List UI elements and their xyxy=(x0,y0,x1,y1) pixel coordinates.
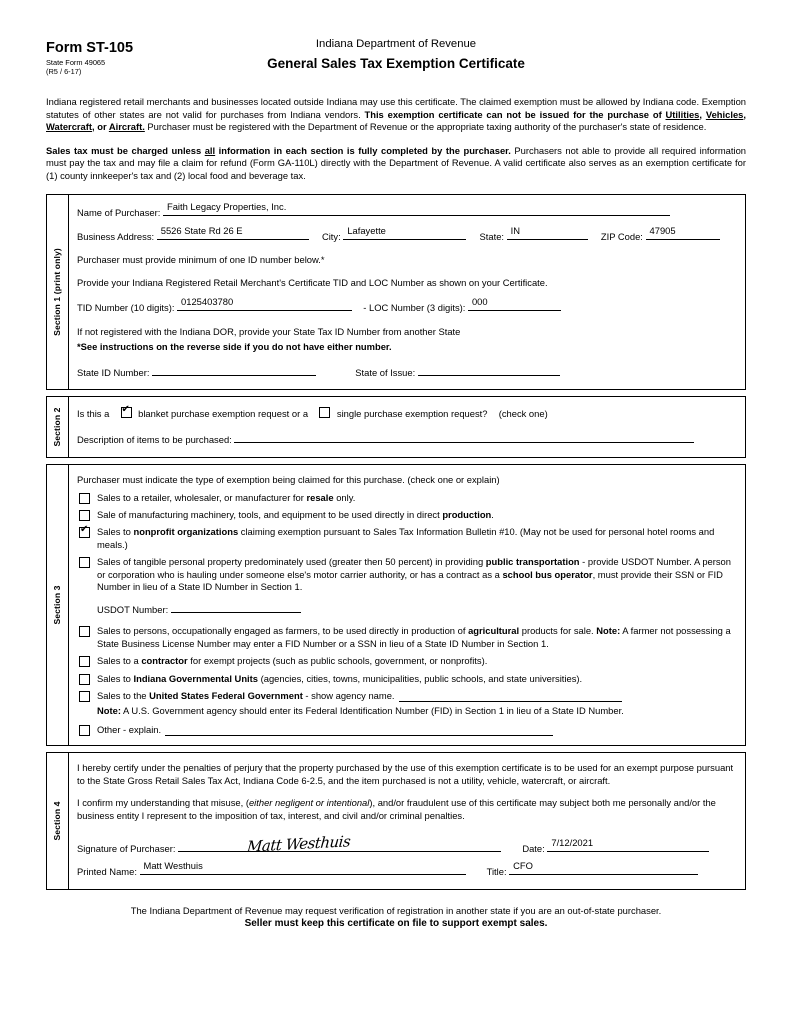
section-2-tab-label: Section 2 xyxy=(52,407,62,447)
exemption-option-nonprofit-checkbox[interactable] xyxy=(79,527,90,538)
signature-row xyxy=(77,833,737,855)
section-1-tab-label: Section 1 (print only) xyxy=(52,247,62,336)
blanket-purchase-checkbox[interactable] xyxy=(121,407,132,418)
printed-name-input[interactable] xyxy=(140,859,466,875)
misuse-italic: either negligent or intentional xyxy=(248,797,370,809)
exemption-type-row xyxy=(77,406,737,421)
single-purchase-label: single purchase exemption request? xyxy=(336,407,488,419)
intro-p1-a: Indiana registered retail merchants and businesses located outside Indiana may use this certificate. The claimed exemption must be allowed by Indiana code. Exemption statutes of other states are not valid for purchases from Indiana vendors. xyxy=(46,96,746,120)
page-title: General Sales Tax Exemption Certificate xyxy=(267,56,525,71)
blanket-purchase-label: blanket purchase exemption request or a xyxy=(138,407,309,419)
footer-line-1: The Indiana Department of Revenue may request verification of registration in another state if you are an out-of-state purchaser. xyxy=(130,904,662,916)
intro-p2-b: information in each section is fully completed by the purchaser. xyxy=(215,144,511,156)
exemption-option-other-checkbox[interactable] xyxy=(79,725,90,736)
exemption-option-other-label: Other - explain. xyxy=(97,724,553,735)
tid-input[interactable] xyxy=(177,295,352,311)
misuse-paragraph xyxy=(77,797,737,822)
is-this-a-label: Is this a xyxy=(77,407,110,419)
exemption-option-indiana-gov[interactable] xyxy=(77,673,737,685)
intro-text xyxy=(46,96,746,183)
date-input[interactable] xyxy=(547,833,709,852)
exemption-option-indiana-gov-checkbox[interactable] xyxy=(79,674,90,685)
section-1 xyxy=(46,194,746,390)
federal-gov-note-label: Note: xyxy=(97,705,121,717)
document-footer xyxy=(46,904,746,930)
section-3 xyxy=(46,464,746,747)
intro-p1-utilities: Utilities xyxy=(665,108,700,120)
printed-name-label: Printed Name: xyxy=(77,865,137,877)
exemption-option-public-transportation-label: Sales of tangible personal property predominately used (greater then 50 percent) in providing public transportation - provide USDOT Number. A person or corporation who is hauling under someone else's motor carrier authority, or has a contract as a school bus operator, must provide their SSN or FID Number in lieu of a State ID Number in Section 1. xyxy=(97,556,731,592)
exemption-option-public-transportation-checkbox[interactable] xyxy=(79,557,90,568)
check-one-note: (check one) xyxy=(498,407,548,419)
state-issue-label: State of Issue: xyxy=(355,366,416,378)
signature-label: Signature of Purchaser: xyxy=(77,842,176,854)
exemption-option-resale[interactable] xyxy=(77,492,737,504)
federal-gov-note-body: A U.S. Government agency should enter its Federal Identification Number (FID) in Section 1 in lieu of a State ID Number. xyxy=(120,705,624,717)
not-registered-note: If not registered with the Indiana DOR, provide your State Tax ID Number from another State xyxy=(77,325,461,337)
exemption-option-resale-checkbox[interactable] xyxy=(79,493,90,504)
intro-p1-vehicles: Vehicles xyxy=(705,108,744,120)
intro-p1-watercraft: Watercraft xyxy=(46,121,93,133)
purchaser-name-input[interactable] xyxy=(163,200,670,216)
state-id-input[interactable] xyxy=(152,363,316,376)
min-id-note: Purchaser must provide minimum of one ID number below.* xyxy=(77,253,325,265)
usdot-row xyxy=(77,600,737,617)
section-3-tab-label: Section 3 xyxy=(52,585,62,625)
exemption-option-production-checkbox[interactable] xyxy=(79,510,90,521)
section-4 xyxy=(46,752,746,889)
intro-p1-aircraft: Aircraft. xyxy=(108,121,145,133)
section-2 xyxy=(46,396,746,458)
loc-value: 000 xyxy=(471,295,488,307)
federal-gov-note-text xyxy=(97,705,624,716)
state-input[interactable] xyxy=(507,224,588,240)
document-header xyxy=(46,38,746,82)
exemption-option-contractor-checkbox[interactable] xyxy=(79,656,90,667)
exemption-option-nonprofit[interactable] xyxy=(77,526,737,551)
intro-p2-c: Purchasers not able to provide all required information must pay the tax and may file a claim for refund (Form GA-110L) directly with the Department of Revenue. A valid certificate also serves as an exemption certificate for (1) county innkeeper's tax and (2) local food and beverage tax. xyxy=(46,144,747,181)
intro-paragraph-2 xyxy=(46,145,746,183)
agency-name-input[interactable] xyxy=(399,690,622,702)
purchaser-name-row xyxy=(77,200,737,220)
exemption-option-agricultural-checkbox[interactable] xyxy=(79,626,90,637)
business-address-label: Business Address: xyxy=(77,230,155,242)
tid-label: TID Number (10 digits): xyxy=(77,301,175,313)
description-label: Description of items to be purchased: xyxy=(77,433,232,445)
tid-note: Provide your Indiana Registered Retail Merchant's Certificate TID and LOC Number as shown on your Certificate. xyxy=(77,276,548,288)
city-label: City: xyxy=(321,230,341,242)
department-name: Indiana Department of Revenue xyxy=(315,38,477,50)
intro-p2-all: all xyxy=(204,144,216,156)
misuse-a: I confirm my understanding that misuse, ( xyxy=(77,797,249,809)
description-input[interactable] xyxy=(234,430,694,443)
exemption-option-public-transportation[interactable] xyxy=(77,556,737,593)
date-label: Date: xyxy=(522,842,545,854)
title-input[interactable] xyxy=(509,859,698,875)
state-label: State: xyxy=(479,230,505,242)
section-3-intro: Purchaser must indicate the type of exemption being claimed for this purchase. (check one or explain) xyxy=(77,473,500,485)
purchaser-name-value: Faith Legacy Properties, Inc. xyxy=(166,200,287,212)
exemption-option-other[interactable] xyxy=(77,724,737,736)
business-address-value: 5526 State Rd 26 E xyxy=(160,224,243,236)
description-row xyxy=(77,430,737,447)
exemption-option-production-label: Sale of manufacturing machinery, tools, and equipment to be used directly in direct production. xyxy=(97,508,494,520)
city-input[interactable] xyxy=(343,224,466,240)
section-4-tab xyxy=(46,752,69,889)
state-id-label: State ID Number: xyxy=(77,366,150,378)
exemption-option-contractor[interactable] xyxy=(77,655,737,667)
revision-number: (R5 / 6-17) xyxy=(46,67,82,76)
loc-input[interactable] xyxy=(468,295,561,311)
printed-name-row xyxy=(77,859,737,879)
misuse-b: ), and/or fraudulent use of this certificate may subject both me personally and/or the business entity I represent to the imposition of tax, interest, and civil and/or criminal penalties. xyxy=(77,797,716,822)
other-explain-input[interactable] xyxy=(165,724,553,736)
document-content xyxy=(46,38,746,930)
see-instructions-note: *See instructions on the reverse side if you do not have either number. xyxy=(77,340,392,352)
state-issue-input[interactable] xyxy=(418,363,560,376)
single-purchase-checkbox[interactable] xyxy=(319,407,330,418)
section-1-tab xyxy=(46,194,69,390)
title-label: Title: xyxy=(486,865,507,877)
footer-line-2: Seller must keep this certificate on file to support exempt sales. xyxy=(244,917,548,929)
section-2-tab xyxy=(46,396,69,458)
zip-label: ZIP Code: xyxy=(600,230,643,242)
exemption-option-contractor-label: Sales to a contractor for exempt projects (such as public schools, government, or nonprofits). xyxy=(97,655,488,667)
intro-p1-c: Purchaser must be registered with the Department of Revenue or the appropriate taxing authority of the purchaser's state of residence. xyxy=(144,121,707,133)
business-address-input[interactable] xyxy=(157,224,309,240)
intro-p1-b: This exemption certificate can not be issued for the purchase of xyxy=(364,108,666,120)
certification-paragraph: I hereby certify under the penalties of perjury that the property purchased by the use of this exemption certificate is to be used for an exempt purpose pursuant to the State Gross Retail Sales Tax Act, Indiana Code 6-2.5, and the item purchased is not a utility, vehicle, watercraft, or aircraft. xyxy=(77,762,734,786)
exemption-option-resale-label: Sales to a retailer, wholesaler, or manufacturer for resale only. xyxy=(97,491,356,503)
printed-name-value: Matt Westhuis xyxy=(143,859,203,871)
usdot-input[interactable] xyxy=(171,600,301,613)
exemption-option-production[interactable] xyxy=(77,509,737,521)
intro-p2-a: Sales tax must be charged unless xyxy=(46,144,205,156)
loc-label: - LOC Number (3 digits): xyxy=(363,301,466,313)
exemption-option-indiana-gov-label: Sales to Indiana Governmental Units (agencies, cities, towns, municipalities, public schools, and state universities). xyxy=(97,672,583,684)
exemption-option-agricultural[interactable] xyxy=(77,625,737,650)
exemption-option-federal-gov-checkbox[interactable] xyxy=(79,691,90,702)
form-number: Form ST-105 xyxy=(46,40,134,56)
exemption-option-agricultural-label: Sales to persons, occupationally engaged as farmers, to be used directly in production of agricultural products for sale. Note: A farmer not possessing a State Business License Number may enter a FID Number or a SSN in lieu of a State ID Number in Section 1. xyxy=(97,625,731,649)
purchaser-name-label: Name of Purchaser: xyxy=(77,206,161,218)
zip-input[interactable] xyxy=(646,224,720,240)
title-value: CFO xyxy=(513,859,533,871)
city-value: Lafayette xyxy=(347,224,386,236)
intro-paragraph-1: Indiana registered retail merchants and businesses located outside Indiana may use this certificate. The claimed exemption must be allowed by Indiana code. Exemption statutes of other states are not valid for purchases from Indiana vendors. This exemption certificate can not be issued for the purchase of Utilities, Vehicles, Watercraft, or Aircraft. Purchaser must be registered with the Department of Revenue or the appropriate taxing authority of the purchaser's state of residence. xyxy=(46,96,746,133)
state-form-number: State Form 49065 xyxy=(46,58,106,67)
exemption-option-federal-gov-label: Sales to the United States Federal Government - show agency name. xyxy=(97,690,622,701)
exemption-option-nonprofit-label: Sales to nonprofit organizations claiming exemption pursuant to Sales Tax Information Bulletin #10. (May not be used for personal hotel rooms and meals.) xyxy=(97,526,715,550)
tid-value: 0125403780 xyxy=(181,295,234,307)
section-4-tab-label: Section 4 xyxy=(52,801,62,841)
tid-row xyxy=(77,295,737,315)
zip-value: 47905 xyxy=(649,224,676,236)
business-address-row xyxy=(77,224,737,244)
section-3-tab xyxy=(46,464,69,747)
date-value: 7/12/2021 xyxy=(551,836,594,848)
state-id-row xyxy=(77,363,737,380)
state-value: IN xyxy=(510,224,521,236)
exemption-option-federal-gov[interactable] xyxy=(77,690,737,702)
usdot-label: USDOT Number: xyxy=(97,604,169,616)
federal-gov-note xyxy=(77,705,737,717)
signature-script: Matt Westhuis xyxy=(246,831,352,856)
